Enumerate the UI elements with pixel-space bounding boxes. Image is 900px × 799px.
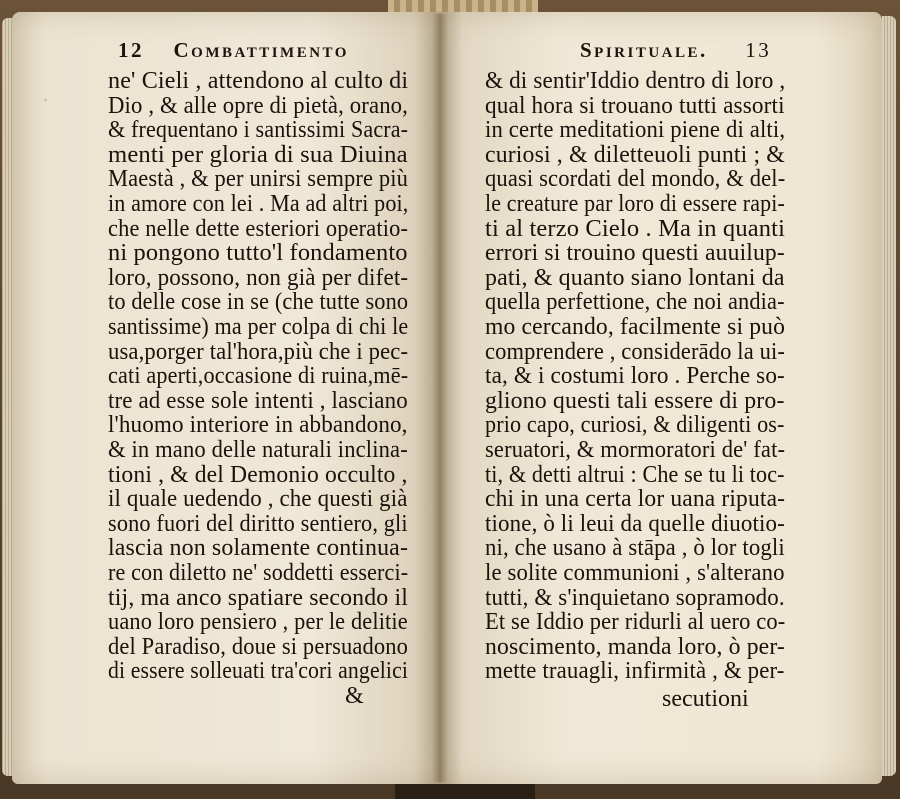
- text-line: santissime) ma per colpa di chi le: [108, 314, 409, 340]
- text-line: cati aperti,occasione di ruina,mē-: [108, 363, 409, 390]
- text-line: ni, che usano à stāpa , ò lor togli: [485, 535, 785, 562]
- text-line: & frequentano i santissimi Sacra-: [108, 117, 409, 144]
- text-line: in certe meditationi piene di alti,: [485, 117, 786, 144]
- text-line: tioni , & del Demonio occulto ,: [108, 461, 408, 488]
- text-line: ti al terzo Cielo . Ma in quanti: [485, 215, 786, 242]
- left-catchword: &: [345, 683, 364, 709]
- page-edges-right: [882, 16, 896, 776]
- text-line: le solite communioni , s'alterano: [485, 560, 785, 586]
- text-line: noscimento, manda loro, ò per-: [485, 633, 785, 660]
- text-line: mo cercando, facilmente si può: [485, 314, 786, 340]
- text-line: menti per gloria di sua Diuina: [108, 141, 408, 168]
- text-line: prio capo, curiosi, & diligenti os-: [485, 412, 785, 439]
- show-through-text: .: [42, 82, 49, 107]
- text-line: comprendere , considerādo la ui-: [485, 338, 785, 365]
- text-line: Maestà , & per unirsi sempre più: [108, 166, 409, 193]
- text-line: tij, ma anco spatiare secondo il: [108, 584, 409, 611]
- text-line: & in mano delle naturali inclina-: [108, 437, 408, 463]
- text-line: del Paradiso, doue si persuadono: [108, 633, 409, 660]
- text-line: & di sentir'Iddio dentro di loro ,: [485, 68, 786, 94]
- text-line: il quale uedendo , che questi già: [108, 486, 408, 513]
- text-line: gliono questi tali essere di pro-: [485, 387, 785, 414]
- text-line: tutti, & s'inquietano sopramodo.: [485, 584, 785, 611]
- text-line: chi in una certa lor uana riputa-: [485, 486, 786, 513]
- text-line: pati, & quanto siano lontani da: [485, 264, 785, 291]
- text-line: errori si trouino questi auuilup-: [485, 240, 785, 267]
- text-line: seruatori, & mormoratori de' fat-: [485, 437, 786, 463]
- text-line: to delle cose in se (che tutte sono: [108, 289, 409, 316]
- gutter-shadow: [432, 14, 448, 782]
- left-running-head: [118, 38, 349, 63]
- text-line: re con diletto ne' soddetti esserci-: [108, 560, 409, 586]
- text-line: tione, ò li leui da quelle diuotio-: [485, 510, 785, 537]
- text-line: uano loro pensiero , per le delitie: [108, 609, 408, 636]
- text-line: usa,porger tal'hora,più che i pec-: [108, 338, 409, 365]
- text-line: Dio , & alle opre di pietà, orano,: [108, 92, 409, 119]
- text-line: quasi scordati del mondo, & del-: [485, 166, 786, 193]
- right-catchword: secutioni: [662, 686, 749, 712]
- left-page-number: 12: [118, 38, 144, 62]
- text-line: ne' Cieli , attendono al culto di: [108, 68, 409, 94]
- text-line: mette trauagli, infirmità , & per-: [485, 658, 785, 685]
- right-page-number: 13: [745, 38, 772, 62]
- left-running-title: Combattimento: [173, 38, 349, 62]
- right-running-title: Spirituale.: [580, 38, 708, 62]
- text-line: le creature par loro di essere rapi-: [485, 191, 785, 217]
- text-line: in amore con lei . Ma ad altri poi,: [108, 191, 409, 217]
- text-line: di essere solleuati tra'cori angelici: [108, 658, 409, 685]
- text-line: tre ad esse sole intenti , lasciano: [108, 387, 408, 414]
- text-line: ti, & detti altrui : Che se tu li toc-: [485, 461, 785, 488]
- text-line: Et se Iddio per ridurli al uero co-: [485, 609, 786, 636]
- text-line: ni pongono tutto'l fondamento: [108, 240, 408, 267]
- text-line: sono fuori del diritto sentiero, gli: [108, 510, 408, 537]
- text-line: qual hora si trouano tutti assorti: [485, 92, 785, 119]
- text-line: loro, possono, non già per difet-: [108, 264, 409, 291]
- text-line: che nelle dette esteriori operatio-: [108, 215, 409, 242]
- text-line: ta, & i costumi loro . Perche so-: [485, 363, 785, 390]
- right-running-head: [580, 38, 771, 63]
- text-line: lascia non solamente continua-: [108, 535, 409, 562]
- text-line: quella perfettione, che noi andia-: [485, 289, 785, 316]
- text-line: l'huomo interiore in abbandono,: [108, 412, 408, 439]
- text-line: curiosi , & diletteuoli punti ; &: [485, 141, 785, 168]
